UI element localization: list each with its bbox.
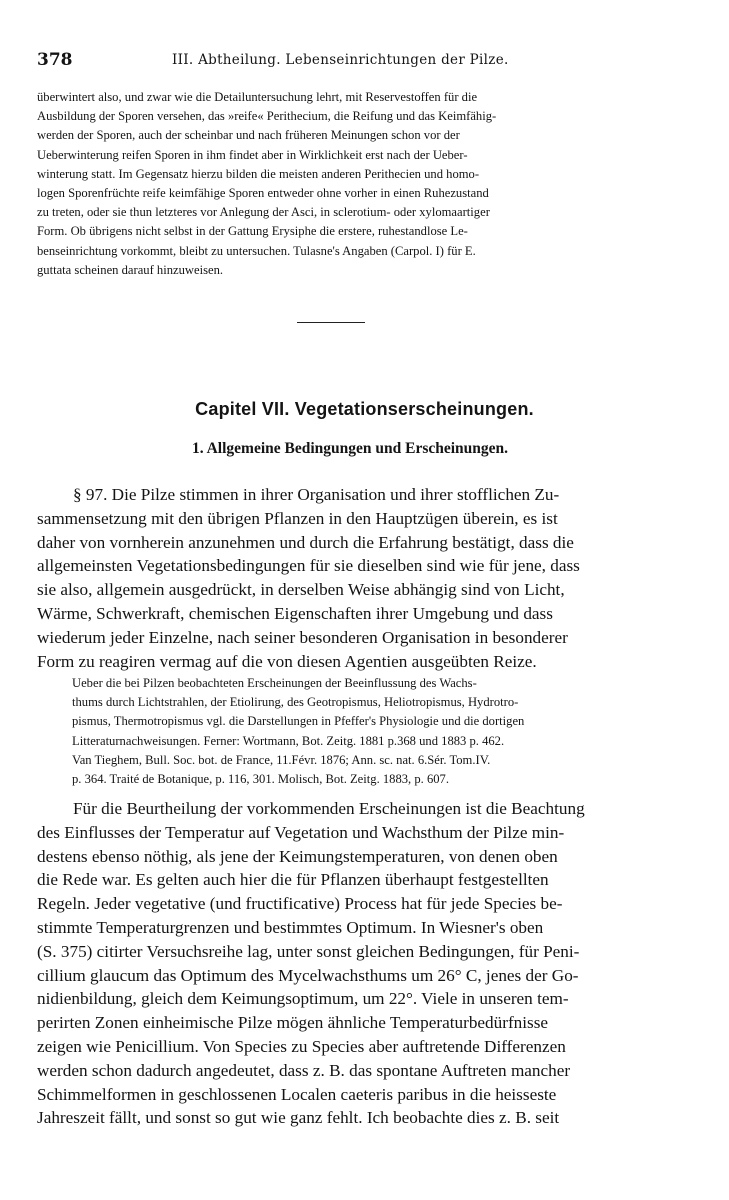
running-head: III. Abtheilung. Lebenseinrichtungen der Pilze.: [172, 52, 509, 68]
paragraph-line: sie also, allgemein ausgedrückt, in derselben Weise abhängig sind von Licht,: [37, 580, 565, 600]
note-line: guttata scheinen darauf hinzuweisen.: [37, 262, 224, 277]
note-line: winterung statt. Im Gegensatz hierzu bilden die meisten anderen Perithecien und homo-: [37, 166, 480, 181]
paragraph-line: Regeln. Jeder vegetative (und fructificative) Process hat für jede Species be-: [37, 894, 563, 914]
paragraph-97: [37, 483, 677, 673]
paragraph-line: perirten Zonen einheimische Pilze mögen ähnliche Temperaturbedürfnisse: [37, 1013, 549, 1033]
paragraph-line: wiederum jeder Einzelne, nach seiner besonderen Organisation in besonderer: [37, 627, 568, 647]
paragraph-line: des Einflusses der Temperatur auf Vegetation und Wachsthum der Pilze min-: [37, 822, 565, 842]
note-line: werden der Sporen, auch der scheinbar und nach früheren Meinungen schon vor der: [37, 128, 460, 143]
paragraph-temperature: [37, 797, 677, 1130]
page-number: 378: [37, 50, 73, 70]
paragraph-line: Schimmelformen in geschlossenen Localen caeteris paribus in die heisseste: [37, 1084, 557, 1104]
note-line: zu treten, oder sie thun letzteres vor Anlegung der Asci, in sclerotium- oder xylomaartiger: [37, 205, 490, 220]
paragraph-line: Wärme, Schwerkraft, chemischen Eigenschaften ihrer Umgebung und dass: [37, 603, 553, 623]
note-line: pismus, Thermotropismus vgl. die Darstellungen in Pfeffer's Physiologie und die dortigen: [72, 714, 525, 729]
paragraph-line: allgemeinsten Vegetationsbedingungen für sie dieselben sind wie für jene, dass: [37, 556, 580, 576]
paragraph-line: Jahreszeit fällt, und sonst so gut wie ganz fehlt. Ich beobachte dies z. B. seit: [37, 1108, 560, 1128]
chapter-title: Capitel VII. Vegetationserscheinungen.: [195, 399, 534, 419]
paragraph-line: die Rede war. Es gelten auch hier die für Pflanzen überhaupt festgestellten: [37, 870, 549, 890]
section-divider: [297, 322, 365, 323]
note-line: Ausbildung der Sporen versehen, das »reife« Perithecium, die Reifung und das Keimfähig-: [37, 109, 497, 124]
literature-note: [72, 674, 677, 789]
paragraph-line-text: § 97. Die Pilze stimmen in ihrer Organisation und ihrer stofflichen Zu-: [73, 485, 560, 504]
paragraph-line: daher von vornherein anzunehmen und durch die Erfahrung bestätigt, dass die: [37, 532, 574, 552]
note-line: Van Tieghem, Bull. Soc. bot. de France, 11.Févr. 1876; Ann. sc. nat. 6.Sér. Tom.IV.: [72, 752, 491, 767]
paragraph-line: stimmte Temperaturgrenzen und bestimmtes Optimum. In Wiesner's oben: [37, 917, 544, 937]
paragraph-line: cillium glaucum das Optimum des Mycelwachsthums um 26° C, jenes der Go-: [37, 965, 579, 985]
paragraph-line: destens ebenso nöthig, als jene der Keimungstemperaturen, von denen oben: [37, 846, 558, 866]
note-line: thums durch Lichtstrahlen, der Etiolirung, des Geotropismus, Heliotropismus, Hydrotro-: [72, 695, 519, 710]
note-line: Form. Ob übrigens nicht selbst in der Gattung Erysiphe die erstere, ruhestandlose Le-: [37, 224, 468, 239]
previous-section-note: [37, 88, 677, 280]
paragraph-line: nidienbildung, gleich dem Keimungsoptimum, um 22°. Viele in unseren tem-: [37, 989, 569, 1009]
paragraph-line: (S. 375) citirter Versuchsreihe lag, unter sonst gleichen Bedingungen, für Peni-: [37, 941, 580, 961]
paragraph-line: werden schon dadurch angedeutet, dass z. B. das spontane Auftreten mancher: [37, 1060, 571, 1080]
note-line: Litteraturnachweisungen. Ferner: Wortmann, Bot. Zeitg. 1881 p.368 und 1883 p. 462.: [72, 733, 505, 748]
note-line: p. 364. Traité de Botanique, p. 116, 301. Molisch, Bot. Zeitg. 1883, p. 607.: [72, 772, 449, 787]
paragraph-line: [37, 483, 677, 507]
note-line: Ueber die bei Pilzen beobachteten Erscheinungen der Beeinflussung des Wachs-: [72, 676, 477, 690]
paragraph-line: zeigen wie Penicillium. Von Species zu Species aber auftretende Differenzen: [37, 1036, 566, 1056]
page-header: [37, 50, 689, 72]
paragraph-line: Form zu reagiren vermag auf die von diesen Agentien ausgeübten Reize.: [37, 651, 537, 671]
paragraph-line-text: Für die Beurtheilung der vorkommenden Erscheinungen ist die Beachtung: [73, 799, 585, 818]
note-line: logen Sporenfrüchte reife keimfähige Sporen entweder ohne vorher in einen Ruhezustand: [37, 186, 489, 201]
section-title: 1. Allgemeine Bedingungen und Erscheinungen.: [191, 440, 509, 457]
note-line: Ueberwinterung reifen Sporen in ihm findet aber in Wirklichkeit erst nach der Ueber-: [37, 147, 468, 162]
paragraph-line: sammensetzung mit den übrigen Pflanzen in den Hauptzügen überein, es ist: [37, 508, 558, 528]
note-line: benseinrichtung vorkommt, bleibt zu untersuchen. Tulasne's Angaben (Carpol. I) für E.: [37, 243, 476, 258]
note-line: überwintert also, und zwar wie die Detailuntersuchung lehrt, mit Reservestoffen für die: [37, 90, 478, 104]
paragraph-line: [37, 797, 677, 821]
